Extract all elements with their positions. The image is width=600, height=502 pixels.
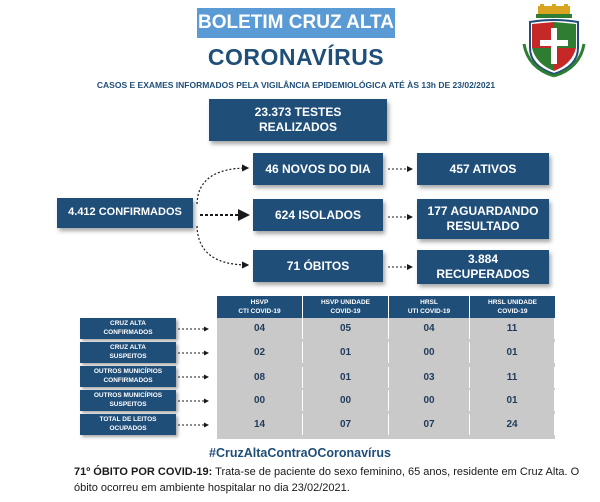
table-cell: 00: [303, 390, 389, 411]
death-note: [74, 464, 594, 496]
table-cell: 11: [470, 367, 555, 388]
row-label-line2: SUSPEITOS: [109, 400, 147, 408]
table-cell: 24: [470, 414, 555, 435]
table-cell: 03: [389, 367, 470, 388]
table-cell: 14: [217, 414, 303, 435]
confirmed-label: 4.412 CONFIRMADOS: [68, 206, 182, 219]
tests-line1: 23.373 TESTES: [254, 105, 342, 119]
row-label-line1: CRUZ ALTA: [110, 344, 146, 352]
isolated-label: 624 ISOLADOS: [274, 207, 362, 222]
table-cell: 07: [303, 414, 389, 435]
table-cell: 02: [217, 342, 303, 363]
table-header-line1: HSVP: [250, 298, 269, 306]
table-cell: 01: [470, 342, 555, 363]
recovered-line2: RECUPERADOS: [436, 267, 530, 281]
row-label-line1: TOTAL DE LEITOS: [99, 416, 157, 424]
table-cell: 01: [303, 342, 389, 363]
table-header-line2: CTI COVID-19: [238, 307, 281, 315]
recovered-line1: 3.884: [467, 252, 499, 266]
table-cell: 01: [470, 390, 555, 411]
row-label-line2: CONFIRMADOS: [103, 376, 153, 384]
row-label-line1: OUTROS MUNICÍPIOS: [93, 392, 163, 400]
table-cell: 04: [389, 318, 470, 339]
table-cell: 00: [389, 390, 470, 411]
table-cell: 08: [217, 367, 303, 388]
death-note-body: Trata-se de paciente do sexo feminino, 65 anos, residente em Cruz Alta. O óbito ocorreu em ambiente hospitalar no dia 23/02/2021.: [74, 466, 580, 494]
table-header-line1: HSVP UNIDADE: [320, 298, 370, 306]
table-cell: 00: [389, 342, 470, 363]
table-header-line2: UTI COVID-19: [407, 307, 451, 315]
table-header-line1: HRSL UNIDADE: [488, 298, 537, 306]
awaiting-line2: RESULTADO: [446, 219, 520, 233]
hashtag: #CruzAltaContraOCoronavírus: [209, 446, 391, 460]
table-cell: 05: [303, 318, 389, 339]
row-label-line2: CONFIRMADOS: [103, 328, 153, 336]
table-header-line1: HRSL: [420, 298, 438, 306]
subtitle: CASOS E EXAMES INFORMADOS PELA VIGILÂNCIA EPIDEMIOLÓGICA ATÉ ÀS 13h DE 23/02/2021: [96, 80, 496, 90]
new-today-label: 46 NOVOS DO DIA: [265, 161, 371, 176]
row-label-line2: SUSPEITOS: [109, 352, 147, 360]
tests-line2: REALIZADOS: [259, 120, 337, 134]
death-note-lead: 71º ÓBITO POR COVID-19:: [74, 466, 213, 478]
deaths-label: 71 ÓBITOS: [286, 258, 350, 273]
title-banner: BOLETIM CRUZ ALTA: [197, 8, 395, 38]
awaiting-line1: 177 AGUARDANDO: [427, 204, 539, 218]
active-label: 457 ATIVOS: [449, 161, 517, 176]
table-cell: 00: [217, 390, 303, 411]
table-cell: 01: [303, 367, 389, 388]
table-cell: 11: [470, 318, 555, 339]
row-label-line1: CRUZ ALTA: [110, 320, 146, 328]
row-label-line2: OCUPADOS: [109, 424, 147, 432]
table-header-line2: COVID-19: [330, 307, 361, 315]
table-cell: 04: [217, 318, 303, 339]
row-label-line1: OUTROS MUNICÍPIOS: [93, 368, 163, 376]
table-header-line2: COVID-19: [497, 307, 528, 315]
page-title: CORONAVÍRUS: [207, 44, 385, 70]
table-cell: 07: [389, 414, 470, 435]
